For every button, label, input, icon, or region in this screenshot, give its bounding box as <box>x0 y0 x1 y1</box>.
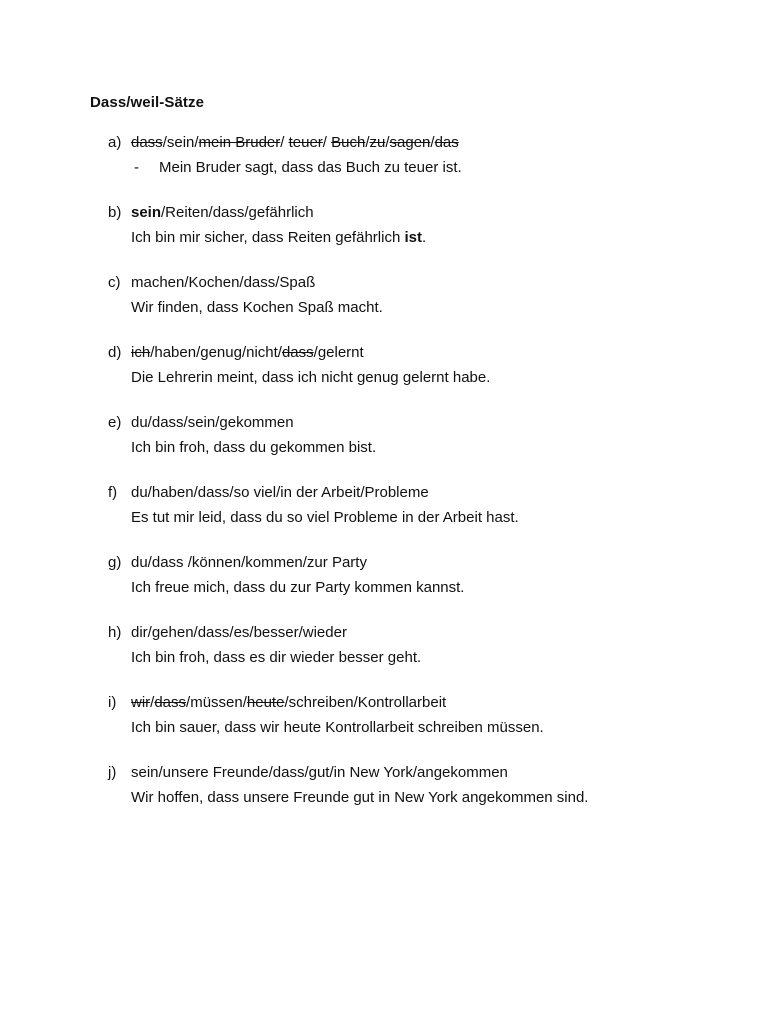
item-marker: h) <box>108 624 122 641</box>
answer-text: Es tut mir leid, dass du so viel Probleme in der Arbeit hast. <box>131 509 519 526</box>
word-segment: zu <box>369 134 386 151</box>
word-prompt <box>131 764 508 781</box>
page-title: Dass/weil-Sätze <box>90 94 205 111</box>
word-prompt <box>131 204 314 221</box>
item-marker: e) <box>108 414 122 431</box>
answer-text: Ich bin sauer, dass wir heute Kontrollarbeit schreiben müssen. <box>131 719 544 736</box>
answer-text: Ich freue mich, dass du zur Party kommen kannst. <box>131 579 465 596</box>
item-marker: i) <box>108 694 117 711</box>
word-prompt <box>131 484 429 501</box>
word-segment: / <box>430 134 435 151</box>
item-marker: d) <box>108 344 122 361</box>
item-marker: b) <box>108 204 122 221</box>
word-segment: /haben/genug/nicht/ <box>150 344 282 361</box>
answer-sentence <box>131 509 519 526</box>
answer-sentence <box>134 159 462 176</box>
answer-text: ist <box>404 229 422 246</box>
word-prompt <box>131 414 294 431</box>
word-segment: teuer <box>288 134 323 151</box>
word-segment: sein <box>131 204 162 221</box>
word-prompt <box>131 274 315 291</box>
word-segment: dass <box>131 134 163 151</box>
item-marker: j) <box>108 764 117 781</box>
word-segment: /sein/ <box>162 134 199 151</box>
word-segment: sein/unsere Freunde/dass/gut/in New York/angekommen <box>131 764 508 781</box>
word-segment: machen/Kochen/dass/Spaß <box>131 274 316 291</box>
answer-sentence <box>131 649 421 666</box>
item-marker: c) <box>108 274 121 291</box>
word-segment: mein Bruder <box>198 134 281 151</box>
word-segment: dass <box>281 344 314 361</box>
word-segment: / <box>385 134 390 151</box>
answer-text: . <box>421 229 427 246</box>
word-segment: / <box>322 134 332 151</box>
answer-text: Die Lehrerin meint, dass ich nicht genug gelernt habe. <box>131 369 491 386</box>
word-segment: du/dass /können/kommen/zur Party <box>131 554 367 571</box>
word-segment: /gelernt <box>313 344 364 361</box>
word-prompt <box>131 554 367 571</box>
word-segment: /müssen/ <box>186 694 247 711</box>
answer-sentence <box>131 789 588 806</box>
dash-bullet: - <box>134 159 139 176</box>
word-segment: du/dass/sein/gekommen <box>131 414 294 431</box>
answer-text: Ich bin froh, dass es dir wieder besser geht. <box>131 649 422 666</box>
answer-text: Wir hoffen, dass unsere Freunde gut in New York angekommen sind. <box>131 789 589 806</box>
answer-text: Ich bin froh, dass du gekommen bist. <box>131 439 377 456</box>
word-segment: sagen <box>389 134 431 151</box>
answer-text: Wir finden, dass Kochen Spaß macht. <box>131 299 383 316</box>
item-marker: g) <box>108 554 122 571</box>
word-segment: das <box>434 134 459 151</box>
answer-text: Mein Bruder sagt, dass das Buch zu teuer ist. <box>159 159 462 176</box>
word-segment: du/haben/dass/so viel/in der Arbeit/Probleme <box>131 484 429 501</box>
answer-sentence <box>131 299 383 316</box>
word-segment: / <box>365 134 370 151</box>
word-segment: / <box>150 694 155 711</box>
answer-sentence <box>131 369 490 386</box>
word-segment: dass <box>154 694 187 711</box>
answer-sentence <box>131 719 544 736</box>
word-prompt <box>131 624 347 641</box>
word-segment: heute <box>246 694 285 711</box>
item-marker: a) <box>108 134 122 151</box>
answer-sentence <box>131 579 464 596</box>
word-segment: /schreiben/Kontrollarbeit <box>284 694 447 711</box>
word-segment: Buch <box>331 134 366 151</box>
answer-text: Ich bin mir sicher, dass Reiten gefährlich <box>131 229 405 246</box>
item-marker: f) <box>108 484 118 501</box>
word-segment: wir <box>131 694 151 711</box>
word-segment: dir/gehen/dass/es/besser/wieder <box>131 624 347 641</box>
answer-sentence <box>131 229 426 246</box>
word-segment: /Reiten/dass/gefährlich <box>161 204 314 221</box>
word-segment: ich <box>131 344 151 361</box>
word-prompt <box>131 694 446 711</box>
word-prompt <box>131 134 459 151</box>
answer-sentence <box>131 439 376 456</box>
word-segment: / <box>280 134 289 151</box>
word-prompt <box>131 344 364 361</box>
